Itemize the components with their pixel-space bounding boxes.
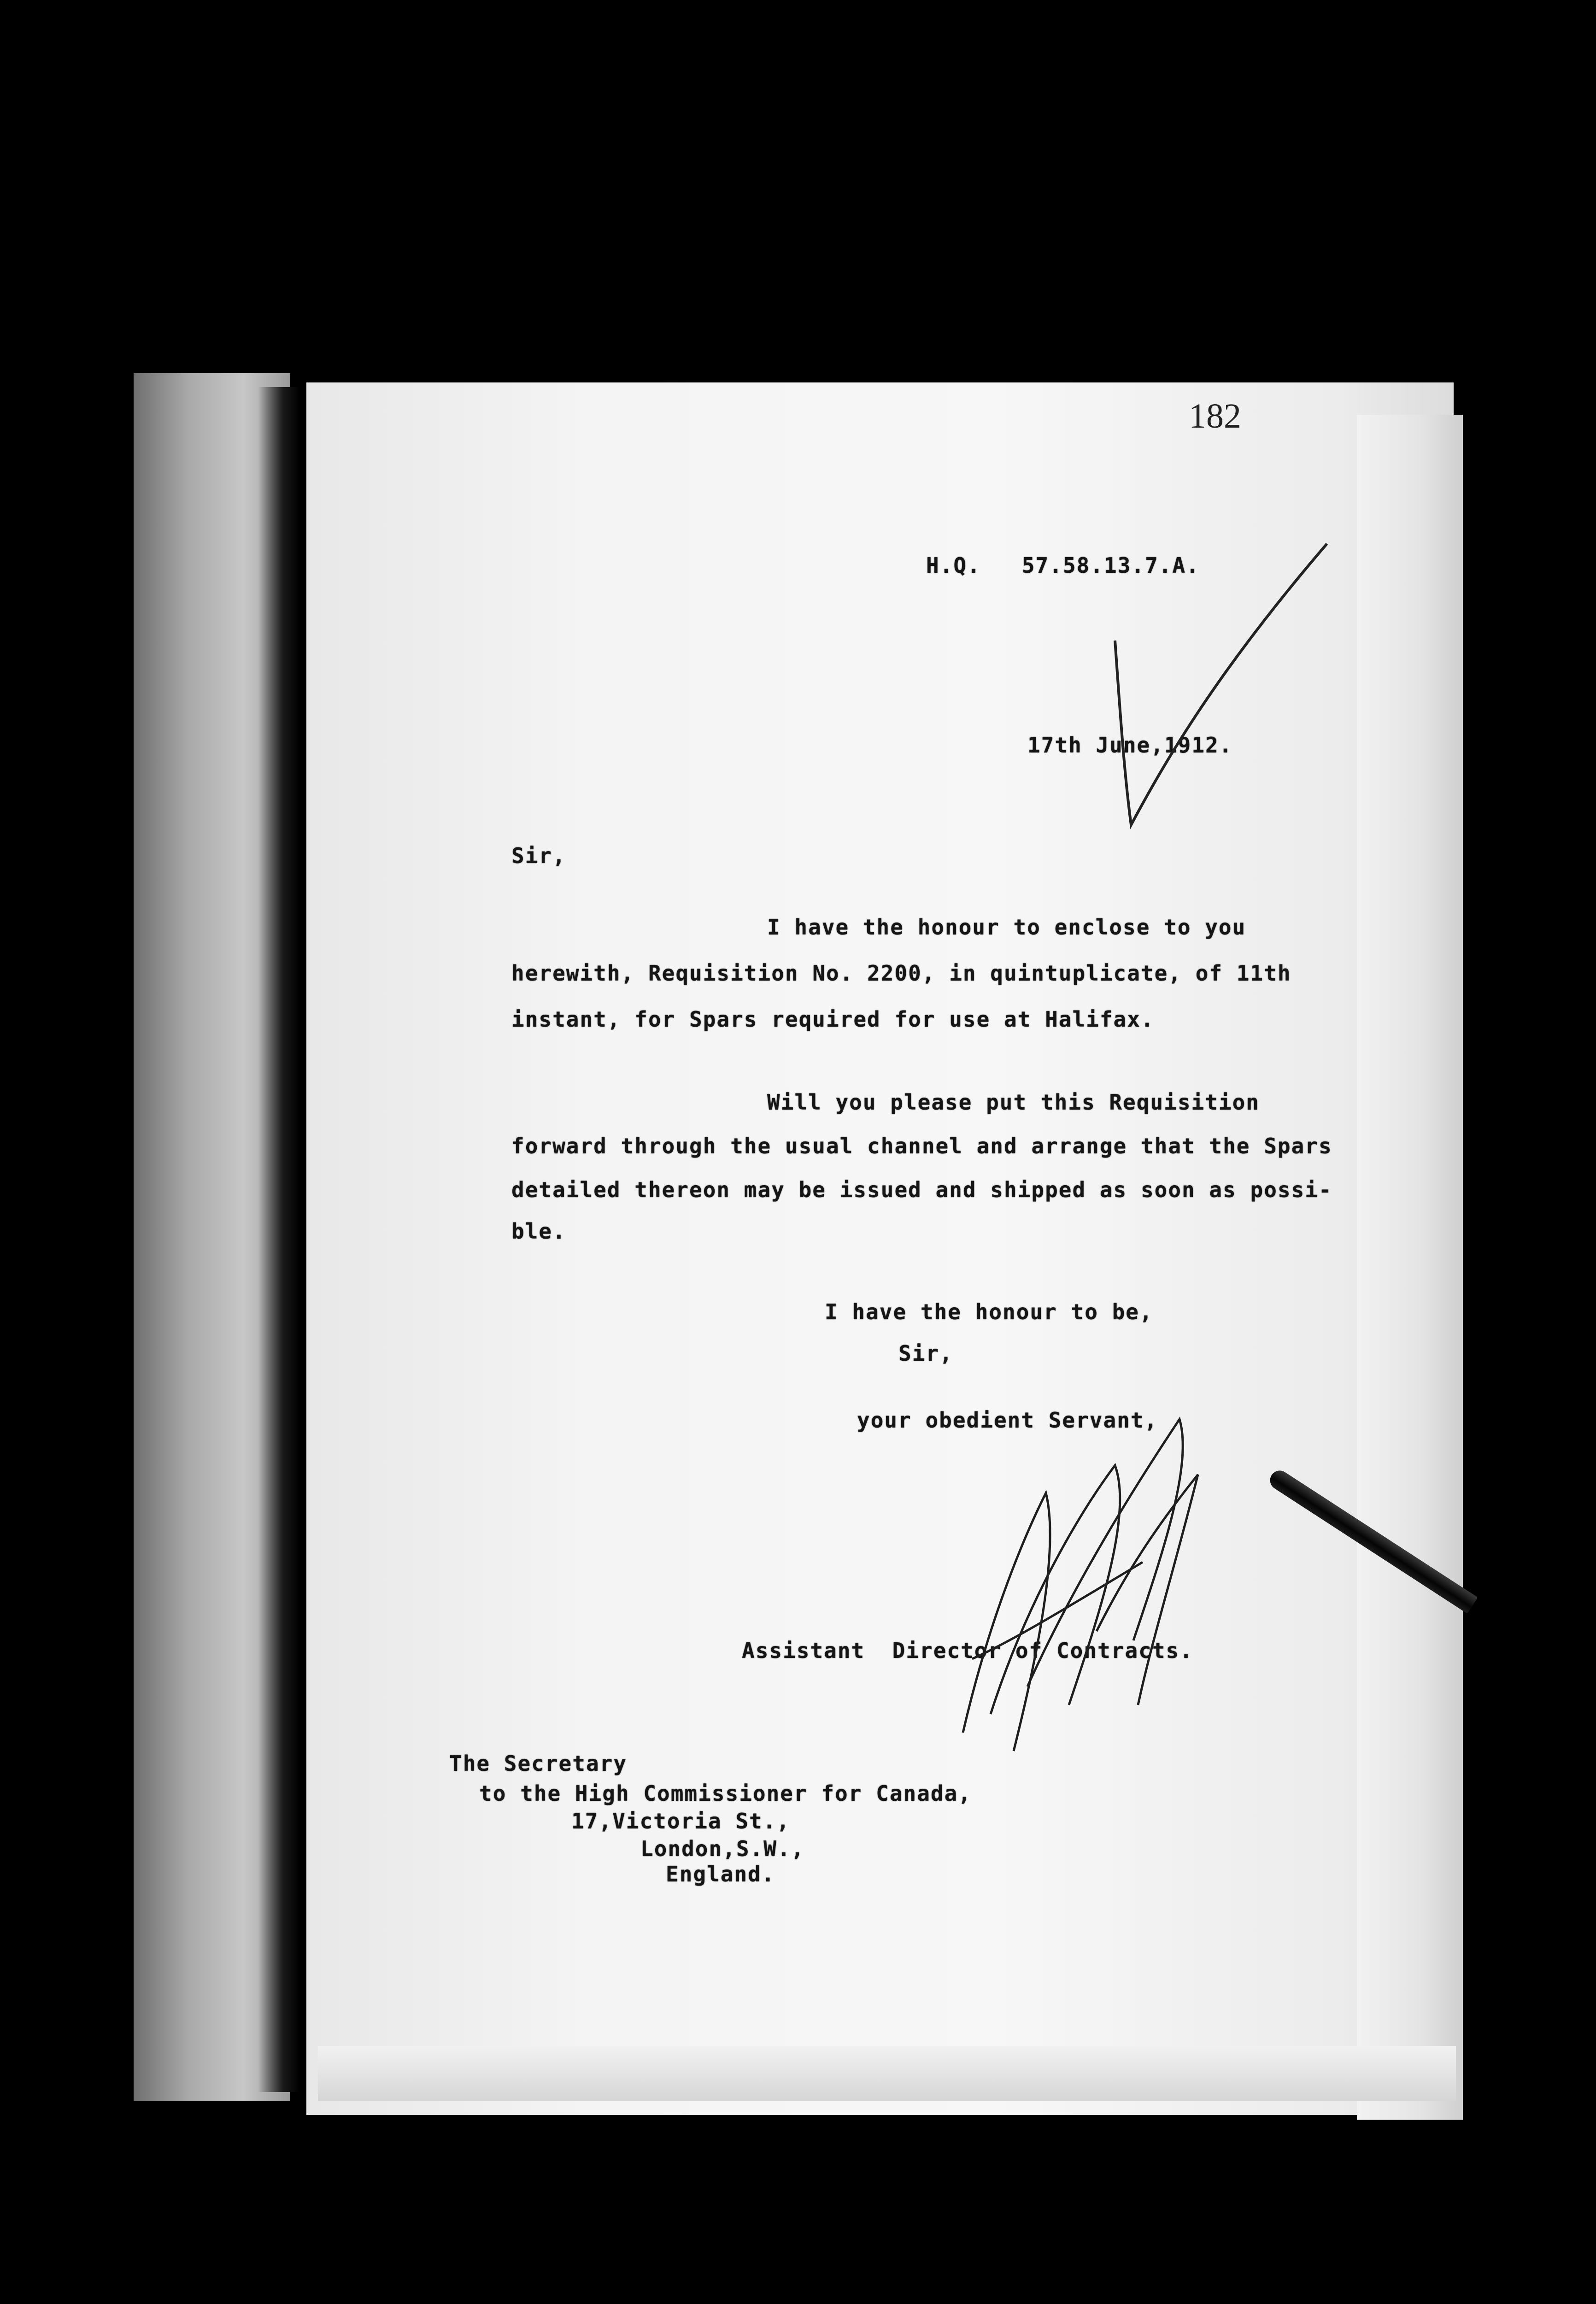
addressee-line: London,S.W., [640,1836,805,1861]
addressee-line: England. [666,1862,775,1887]
page-number: 182 [1189,397,1241,435]
letter-date: 17th June,1912. [1027,733,1233,758]
addressee-line: The Secretary [449,1751,628,1776]
addressee-line: 17,Victoria St., [571,1809,791,1834]
closing-line: Sir, [898,1341,953,1366]
body-line: detailed thereon may be issued and shipped as soon as possi- [511,1177,1332,1202]
addressee-line: to the High Commissioner for Canada, [479,1781,972,1806]
body-line: herewith, Requisition No. 2200, in quintuplicate, of 11th [511,961,1291,986]
signature [963,1419,1198,1751]
salutation: Sir, [511,843,566,868]
body-line: instant, for Spars required for use at Halifax. [511,1007,1155,1032]
signatory-title: Assistant Director of Contracts. [742,1638,1193,1663]
body-line: I have the honour to enclose to you [767,915,1246,940]
closing-line: I have the honour to be, [825,1299,1153,1324]
check-mark [1115,544,1327,825]
body-line: Will you please put this Requisition [767,1090,1260,1115]
reference-number: H.Q. 57.58.13.7.A. [926,553,1200,578]
body-line: forward through the usual channel and arrange that the Spars [511,1134,1332,1158]
closing-line: your obedient Servant, [857,1408,1158,1433]
body-line: ble. [511,1219,566,1244]
